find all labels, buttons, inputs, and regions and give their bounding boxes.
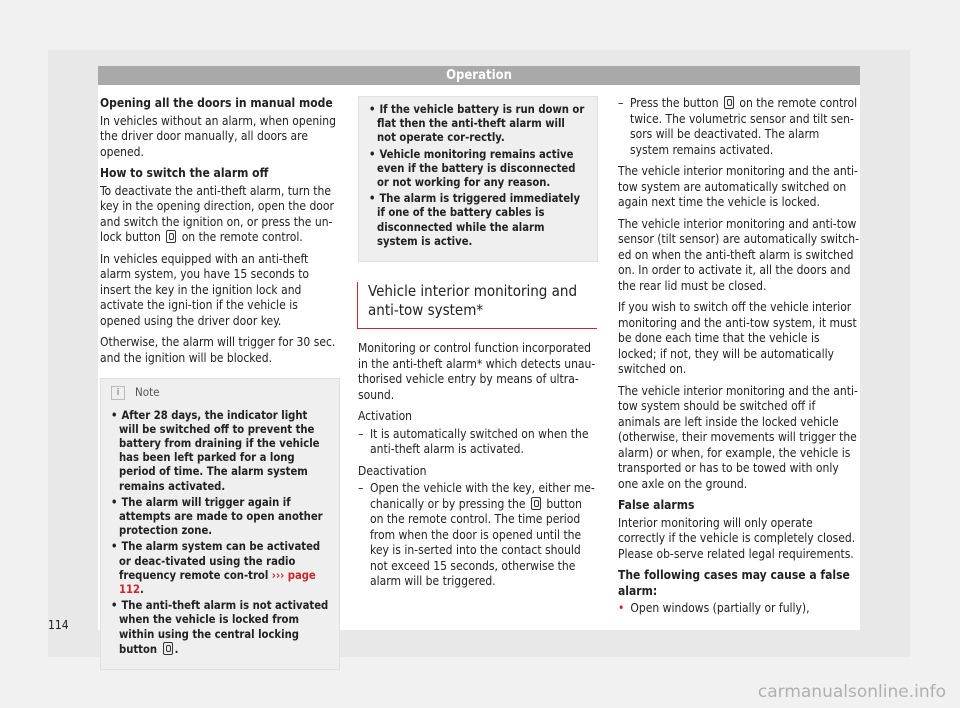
text: It is automatically switched on when the anti-theft alarm is activated. — [370, 426, 589, 457]
cases-list — [618, 601, 860, 617]
list-item — [111, 599, 329, 657]
dash: – — [618, 96, 624, 110]
info-icon: i — [111, 386, 125, 400]
lock-key-icon — [531, 497, 541, 510]
dash: – — [358, 481, 364, 496]
heading-deactivation: Deactivation — [358, 463, 427, 478]
lock-key-icon — [724, 96, 734, 109]
note-title — [111, 385, 329, 401]
text: Open the vehicle with the key, either me-chanically or by pressing the — [370, 481, 595, 511]
note-box — [100, 378, 340, 670]
text: The alarm system can be activated or deac-tivated using the radio frequency remote con-trol — [119, 540, 321, 582]
text: Press the button — [630, 96, 719, 110]
text — [630, 96, 860, 158]
list-item: • If the vehicle battery is run down or flat then the anti-theft alarm will not operate cor-rectly. — [369, 103, 587, 146]
list-item: • After 28 days, the indicator light will be switched off to prevent the battery from draining if the vehicle has been left parked for a long period of time. The alarm system remains activated. — [111, 409, 329, 494]
text: on the remote control. — [181, 230, 303, 244]
text: . — [140, 582, 144, 596]
heading-switch-off: How to switch the alarm off — [100, 166, 269, 180]
column-1 — [100, 96, 340, 670]
heading-manual-mode: Opening all the doors in manual mode — [100, 96, 333, 110]
paragraph — [100, 184, 340, 246]
dash-item — [618, 96, 860, 158]
lock-key-icon — [163, 642, 173, 655]
text: on the remote control twice. The volumetric sensor and tilt sen-sors will be deactivated. The alarm system remains activated. — [630, 96, 858, 157]
list-item: • The alarm will trigger again if attempts are made to open another protection zone. — [111, 496, 329, 539]
heading-false-alarms: False alarms — [618, 498, 695, 512]
text: The anti-theft alarm is not activated when the vehicle is locked from within using the central locking button — [119, 599, 329, 656]
page-number: 114 — [48, 618, 69, 632]
unlock-key-icon — [166, 230, 176, 243]
dash: – — [358, 426, 364, 441]
dash-item — [358, 481, 598, 590]
heading-activation: Activation — [358, 409, 413, 424]
paragraph: In vehicles equipped with an anti-theft alarm system, you have 15 seconds to insert the key in the ignition lock and activate the igni-tion if the vehicle is opened using the driver door key. — [100, 251, 310, 328]
paragraph: The vehicle interior monitoring and the anti-tow system are automatically switched on again next time the vehicle is locked. — [618, 164, 858, 209]
list-item: • Vehicle monitoring remains active even if the battery is disconnected or not working for any reason. — [369, 148, 587, 191]
list-item: • Open windows (partially or fully), — [618, 601, 860, 617]
section-header: Operation — [98, 66, 860, 85]
section-title: Vehicle interior monitoring and anti-tow system* — [357, 282, 597, 329]
column-3 — [618, 96, 860, 617]
list-item — [111, 540, 329, 597]
text — [370, 481, 598, 590]
text: button on the remote control. The time period from when the door is opened until the key is in-serted into the contact should not exceed 15 seconds, otherwise the alarm will be triggered. — [370, 496, 582, 589]
paragraph: The vehicle interior monitoring and anti-tow sensor (tilt sensor) are automatically switch-ed on when the anti-theft alarm is switched on. In order to activate it, all the doors and the rear lid must be closed. — [618, 216, 859, 293]
column-2 — [358, 96, 598, 596]
paragraph: Interior monitoring will only operate correctly if the vehicle is completely closed. Please ob-serve related legal requirements. — [618, 515, 856, 561]
note-list — [111, 409, 329, 657]
text: To deactivate the anti-theft alarm, turn the key in the opening direction, open the door and switch the ignition on, or press the un-lock button — [100, 183, 334, 244]
paragraph: The vehicle interior monitoring and the anti-tow system should be switched off if animals are left inside the locked vehicle (otherwise, their movements will trigger the alarm) or when, for example, the vehicle is transported or has to be towed with only one axle on the ground. — [618, 383, 858, 491]
note-list — [369, 103, 587, 249]
paragraph: In vehicles without an alarm, when opening the driver door manually, all doors are opened. — [100, 113, 336, 159]
paragraph: Monitoring or control function incorporated in the anti-theft alarm* which detects unau-thorised vehicle entry by means of ultra-sound. — [358, 341, 596, 402]
text: . — [174, 642, 179, 656]
heading-cases: The following cases may cause a false alarm: — [618, 568, 850, 598]
paragraph: If you wish to switch off the vehicle interior monitoring and the anti-tow system, it must be done each time that the vehicle is locked; if not, they will be automatically switched on. — [618, 300, 857, 376]
note-box-continued — [358, 96, 598, 262]
list-item: • The alarm is triggered immediately if one of the battery cables is disconnected while the alarm system is active. — [369, 192, 587, 249]
paragraph: Otherwise, the alarm will trigger for 30 sec. and the ignition will be blocked. — [100, 335, 336, 365]
page-link[interactable]: ››› page 112 — [119, 568, 316, 596]
watermark: carmanualsonline.info — [757, 682, 946, 702]
dash-item — [358, 427, 598, 458]
note-label: Note — [135, 385, 160, 399]
